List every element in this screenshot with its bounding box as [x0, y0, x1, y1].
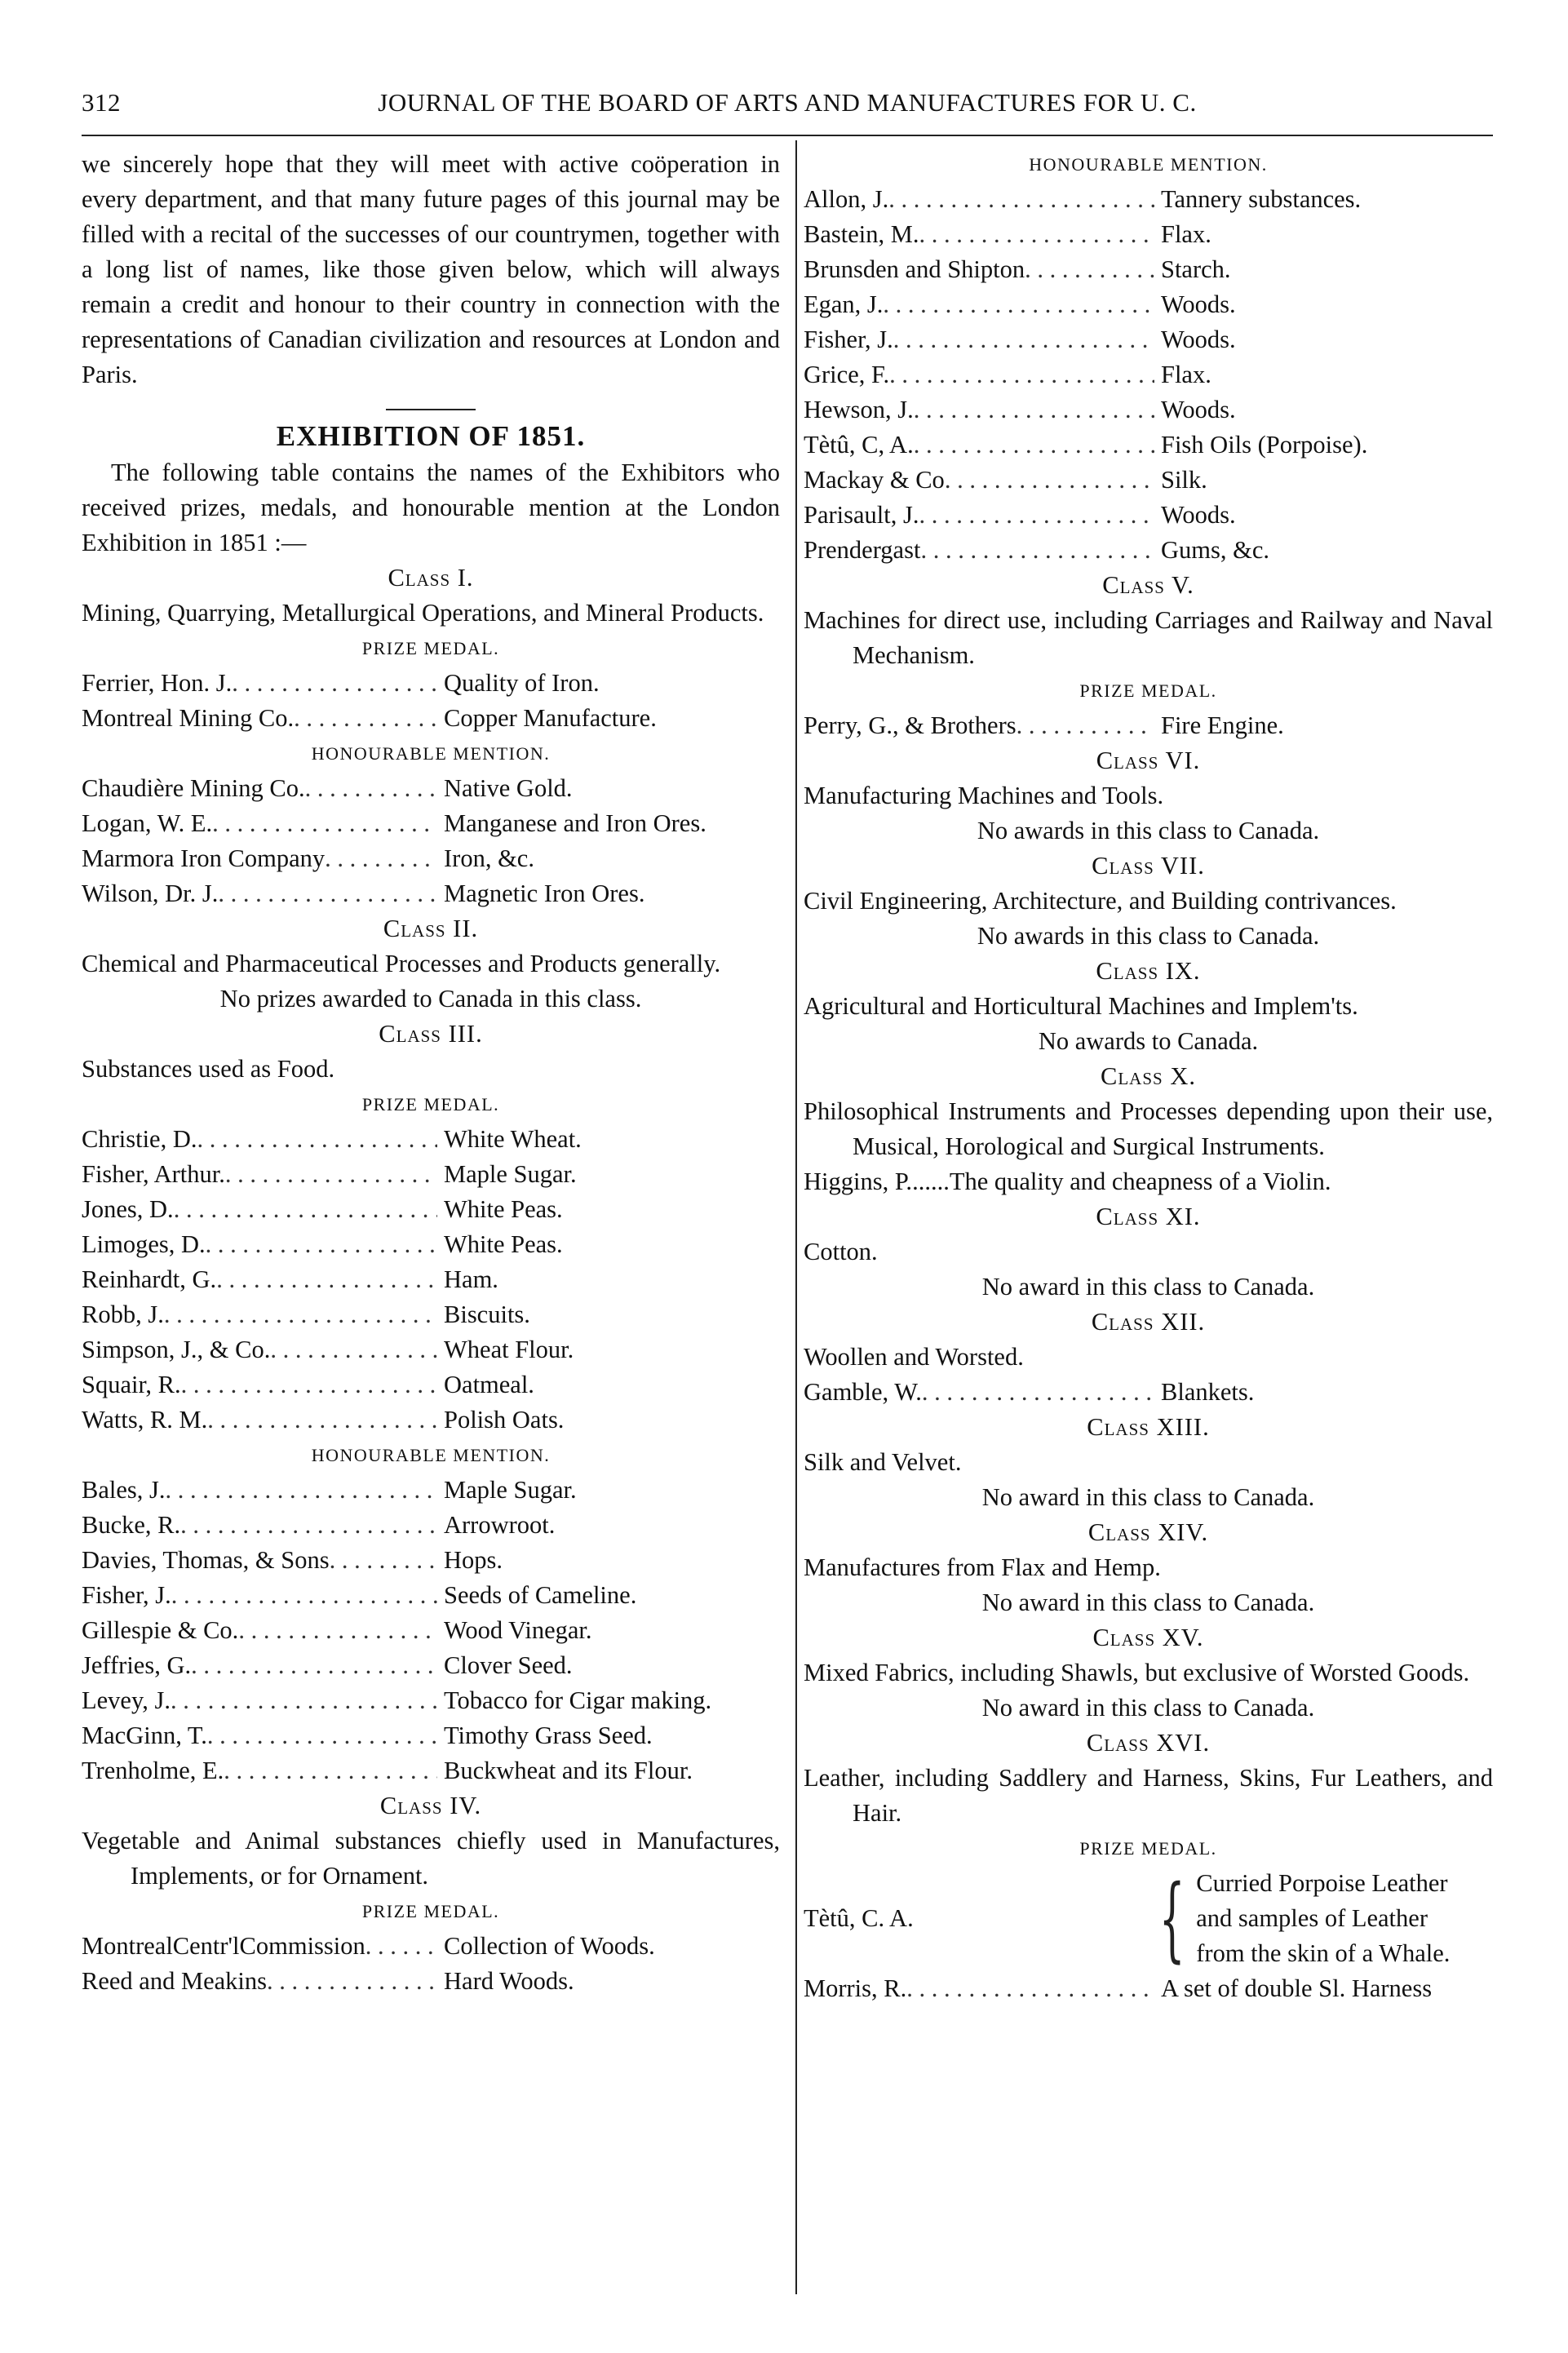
- award-entry: [804, 252, 1493, 287]
- award-entry: [82, 1402, 780, 1438]
- exhibitor-name: Gamble, W.: [804, 1378, 922, 1406]
- no-award-note: No award in this class to Canada.: [981, 1483, 1315, 1511]
- exhibitor-name: Logan, W. E.: [82, 809, 213, 837]
- section-rule: [386, 409, 476, 410]
- award-line: and samples of Leather: [1196, 1904, 1428, 1932]
- exhibitor-name: Ferrier, Hon. J.: [82, 669, 233, 697]
- award-entry: [82, 1332, 780, 1367]
- class-heading: Class XVI.: [1086, 1729, 1211, 1757]
- exhibitor-name: Bastein, M.: [804, 220, 919, 248]
- award-entry: [804, 463, 1493, 498]
- right-column: [804, 147, 1493, 2006]
- award-entry: [82, 1367, 780, 1402]
- award-item: Flax.: [1161, 220, 1211, 248]
- award-item: Copper Manufacture.: [444, 704, 657, 732]
- class-heading: Class II.: [383, 915, 479, 942]
- award-item: Woods.: [1161, 326, 1236, 353]
- award-entry: [804, 357, 1493, 392]
- award-item: Native Gold.: [444, 774, 573, 802]
- award-item: The quality and cheapness of a Violin.: [949, 1168, 1331, 1195]
- exhibitor-name: Chaudière Mining Co.: [82, 774, 305, 802]
- exhibitor-name: Bucke, R.: [82, 1511, 181, 1539]
- award-entry: [82, 1683, 780, 1718]
- class-description: Machines for direct use, including Carriages and Railway and Naval Mechanism.: [804, 606, 1493, 669]
- prize-medal-label: PRIZE MEDAL.: [1079, 1838, 1217, 1859]
- award-item: Buckwheat and its Flour.: [444, 1757, 693, 1784]
- award-entry: [82, 1578, 780, 1613]
- running-head: JOURNAL OF THE BOARD OF ARTS AND MANUFACTURES FOR U. C.: [378, 88, 1197, 117]
- award-entry: [804, 287, 1493, 322]
- award-item: Fish Oils (Porpoise).: [1161, 431, 1368, 459]
- exhibitor-name: Reinhardt, G.: [82, 1265, 217, 1293]
- award-item: Arrowroot.: [444, 1511, 556, 1539]
- exhibitor-name: Jeffries, G.: [82, 1651, 192, 1679]
- exhibitor-name: Tètû, C, A.: [804, 431, 914, 459]
- award-entry: [82, 1297, 780, 1332]
- award-entry: [82, 1262, 780, 1297]
- award-description-lines: [1196, 1866, 1450, 1971]
- honourable-mention-label: HONOURABLE MENTION.: [311, 1445, 551, 1465]
- honourable-mention-label: HONOURABLE MENTION.: [311, 743, 551, 764]
- prize-medal-label: PRIZE MEDAL.: [361, 1901, 500, 1921]
- no-award-note: No award in this class to Canada.: [981, 1589, 1315, 1616]
- class-description: Mining, Quarrying, Metallurgical Operations, and Mineral Products.: [82, 599, 764, 627]
- award-entry: [82, 1648, 780, 1683]
- class-heading: Class X.: [1101, 1062, 1196, 1090]
- exhibitor-name: Trenholme, E.: [82, 1757, 224, 1784]
- award-entry: [804, 708, 1493, 743]
- exhibitor-name: Tètû, C. A.: [804, 1904, 914, 1932]
- award-entry: [82, 806, 780, 841]
- award-entry: [804, 533, 1493, 568]
- prize-medal-label: PRIZE MEDAL.: [1079, 680, 1217, 701]
- exhibitor-name: Levey, J.: [82, 1686, 171, 1714]
- no-award-note: No awards in this class to Canada.: [977, 922, 1320, 950]
- award-entry: [82, 1227, 780, 1262]
- exhibitor-name: Brunsden and Shipton: [804, 255, 1025, 283]
- exhibitor-name: Montreal Mining Co.: [82, 704, 295, 732]
- class-heading: Class VII.: [1092, 852, 1205, 880]
- award-item: Woods.: [1161, 290, 1236, 318]
- award-item: White Peas.: [444, 1230, 563, 1258]
- award-item: Wood Vinegar.: [444, 1616, 592, 1644]
- exhibitor-name: Robb, J.: [82, 1301, 164, 1328]
- award-entry: [82, 1613, 780, 1648]
- exhibitor-name: Squair, R.: [82, 1371, 181, 1398]
- class-description: Philosophical Instruments and Processes depending upon their use, Musical, Horological and Surgical Instruments.: [804, 1097, 1493, 1160]
- award-entry: [82, 1718, 780, 1753]
- award-entry: [82, 1122, 780, 1157]
- award-line: from the skin of a Whale.: [1196, 1939, 1451, 1967]
- class-heading: Class XV.: [1092, 1624, 1204, 1651]
- class-description: Cotton.: [804, 1238, 878, 1265]
- award-item: Woods.: [1161, 396, 1236, 423]
- exhibitor-name: Fisher, J.: [82, 1581, 171, 1609]
- award-entry: [82, 1157, 780, 1192]
- exhibitor-name: Watts, R. M.: [82, 1406, 208, 1434]
- exhibitor-name: Simpson, J., & Co.: [82, 1336, 271, 1363]
- award-item: Maple Sugar.: [444, 1476, 577, 1504]
- exhibitor-name: Hewson, J.: [804, 396, 914, 423]
- award-item: Starch.: [1161, 255, 1231, 283]
- class-description: Civil Engineering, Architecture, and Building contrivances.: [804, 887, 1397, 915]
- award-entry: [804, 322, 1493, 357]
- award-item: Gums, &c.: [1161, 536, 1270, 564]
- exhibitor-name: Perry, G., & Brothers: [804, 711, 1017, 739]
- award-item: White Peas.: [444, 1195, 563, 1223]
- award-entry: [804, 428, 1493, 463]
- award-entry: [82, 841, 780, 876]
- class-heading: Class VI.: [1096, 747, 1201, 774]
- column-divider: [795, 140, 797, 2294]
- award-entry: [82, 876, 780, 911]
- exhibitor-name: Higgins, P.: [804, 1168, 913, 1195]
- award-item: Hops.: [444, 1546, 503, 1574]
- intro-paragraph: we sincerely hope that they will meet with active coöperation in every department, and that many future pages of this journal may be filled with a recital of the successes of our countrymen, together with a long list of names, like those given below, which will always remain a credit and honour to their country in connection with the representations of Canadian civilization and resources at London and Paris.: [82, 150, 780, 388]
- award-entry: [804, 1375, 1493, 1410]
- award-entry: [804, 1971, 1493, 2006]
- class-description: Chemical and Pharmaceutical Processes and Products generally.: [82, 950, 721, 977]
- class-description: Manufactures from Flax and Hemp.: [804, 1553, 1161, 1581]
- award-entry: [804, 392, 1493, 428]
- exhibitor-name: Grice, F.: [804, 361, 890, 388]
- class-heading: Class XIII.: [1087, 1413, 1210, 1441]
- award-item: Magnetic Iron Ores.: [444, 880, 645, 907]
- class-description: Leather, including Saddlery and Harness, Skins, Fur Leathers, and Hair.: [804, 1764, 1493, 1827]
- class-heading: Class III.: [379, 1020, 483, 1048]
- award-item: A set of double Sl. Harness: [1161, 1974, 1433, 2002]
- class-heading: Class XII.: [1091, 1308, 1206, 1336]
- award-item: Hard Woods.: [444, 1967, 574, 1995]
- exhibitor-name: Christie, D.: [82, 1125, 197, 1153]
- award-item: Collection of Woods.: [444, 1932, 655, 1960]
- prize-medal-label: PRIZE MEDAL.: [361, 1094, 500, 1114]
- class-heading: Class I.: [388, 564, 474, 592]
- award-entry: [804, 217, 1493, 252]
- award-entry: [804, 182, 1493, 217]
- class-heading: Class IX.: [1096, 957, 1201, 985]
- exhibitor-name: Egan, J.: [804, 290, 884, 318]
- exhibitor-name: MacGinn, T.: [82, 1722, 207, 1749]
- exhibitor-name: Gillespie & Co.: [82, 1616, 239, 1644]
- award-entry-braced: [804, 1866, 1493, 1971]
- left-column: [82, 147, 780, 1999]
- class-description: Agricultural and Horticultural Machines and Implem'ts.: [804, 992, 1358, 1020]
- award-entry: [82, 666, 780, 701]
- exhibitor-name: Limoges, D.: [82, 1230, 206, 1258]
- award-item: Clover Seed.: [444, 1651, 573, 1679]
- award-entry: [82, 1753, 780, 1788]
- no-award-note: No awards to Canada.: [1038, 1027, 1259, 1055]
- no-award-note: No awards in this class to Canada.: [977, 817, 1320, 844]
- award-entry: [82, 1929, 780, 1964]
- award-entry: [82, 1543, 780, 1578]
- exhibitor-name: Parisault, J.: [804, 501, 919, 529]
- class-heading: Class IV.: [379, 1792, 482, 1819]
- no-award-note: No award in this class to Canada.: [981, 1273, 1315, 1301]
- class-description: Woollen and Worsted.: [804, 1343, 1024, 1371]
- no-award-note: No prizes awarded to Canada in this class.: [219, 985, 642, 1013]
- award-entry: [804, 498, 1493, 533]
- exhibitor-name: Marmora Iron Company: [82, 844, 326, 872]
- exhibitor-name: Fisher, J.: [804, 326, 893, 353]
- award-item: Ham.: [444, 1265, 498, 1293]
- class-description: Vegetable and Animal substances chiefly used in Manufactures, Implements, or for Ornament.: [82, 1827, 780, 1890]
- award-item: Blankets.: [1161, 1378, 1255, 1406]
- award-item: White Wheat.: [444, 1125, 582, 1153]
- award-item: Woods.: [1161, 501, 1236, 529]
- curly-brace-icon: {: [1158, 1865, 1185, 1972]
- award-entry: Higgins, P. ...... The quality and cheapness of a Violin.: [804, 1164, 1493, 1199]
- award-entry: [82, 1964, 780, 1999]
- award-item: Seeds of Cameline.: [444, 1581, 637, 1609]
- class-description: Mixed Fabrics, including Shawls, but exclusive of Worsted Goods.: [804, 1659, 1470, 1686]
- exhibitor-name: Davies, Thomas, & Sons: [82, 1546, 330, 1574]
- exhibitor-name: Fisher, Arthur.: [82, 1160, 225, 1188]
- award-item: Timothy Grass Seed.: [444, 1722, 653, 1749]
- exhibitor-name: Jones, D.: [82, 1195, 174, 1223]
- prize-medal-label: PRIZE MEDAL.: [361, 638, 500, 658]
- class-description: Manufacturing Machines and Tools.: [804, 782, 1164, 809]
- award-item: Oatmeal.: [444, 1371, 534, 1398]
- award-entry: [82, 701, 780, 736]
- exhibitor-name: Wilson, Dr. J.: [82, 880, 219, 907]
- exhibitor-name: Bales, J.: [82, 1476, 166, 1504]
- award-item: Polish Oats.: [444, 1406, 565, 1434]
- exhibitor-name: Morris, R.: [804, 1974, 907, 2002]
- exhibitor-name: Mackay & Co: [804, 466, 945, 494]
- award-item: Tannery substances.: [1161, 185, 1362, 213]
- class-heading: Class XI.: [1096, 1203, 1201, 1230]
- award-item: Iron, &c.: [444, 844, 534, 872]
- class-description: Silk and Velvet.: [804, 1448, 962, 1476]
- page-header: [82, 88, 1493, 124]
- award-entry: [82, 771, 780, 806]
- class-heading: Class XIV.: [1087, 1518, 1209, 1546]
- section-title: EXHIBITION OF 1851.: [276, 420, 586, 452]
- award-item: Flax.: [1161, 361, 1211, 388]
- award-item: Biscuits.: [444, 1301, 530, 1328]
- award-item: Silk.: [1161, 466, 1207, 494]
- class-heading: Class V.: [1102, 571, 1194, 599]
- award-item: Maple Sugar.: [444, 1160, 577, 1188]
- exhibitor-name: Prendergast: [804, 536, 921, 564]
- award-item: Quality of Iron.: [444, 669, 600, 697]
- award-entry: [82, 1508, 780, 1543]
- no-award-note: No award in this class to Canada.: [981, 1694, 1315, 1722]
- exhibitor-name: Reed and Meakins: [82, 1967, 267, 1995]
- exhibitor-name: Allon, J.: [804, 185, 889, 213]
- section-intro: The following table contains the names of the Exhibitors who received prizes, medals, and honourable mention at the London Exhibition in 1851 :—: [82, 459, 780, 556]
- award-entry: [82, 1192, 780, 1227]
- award-item: Tobacco for Cigar making.: [444, 1686, 712, 1714]
- class-description: Substances used as Food.: [82, 1055, 335, 1083]
- header-rule: [82, 135, 1493, 136]
- page-number: 312: [82, 88, 121, 117]
- award-entry: [82, 1473, 780, 1508]
- honourable-mention-label: HONOURABLE MENTION.: [1029, 154, 1268, 175]
- award-item: Wheat Flour.: [444, 1336, 574, 1363]
- award-item: Manganese and Iron Ores.: [444, 809, 706, 837]
- exhibitor-name: MontrealCentr'lCommission: [82, 1932, 365, 1960]
- award-item: Fire Engine.: [1161, 711, 1284, 739]
- award-line: Curried Porpoise Leather: [1196, 1869, 1448, 1897]
